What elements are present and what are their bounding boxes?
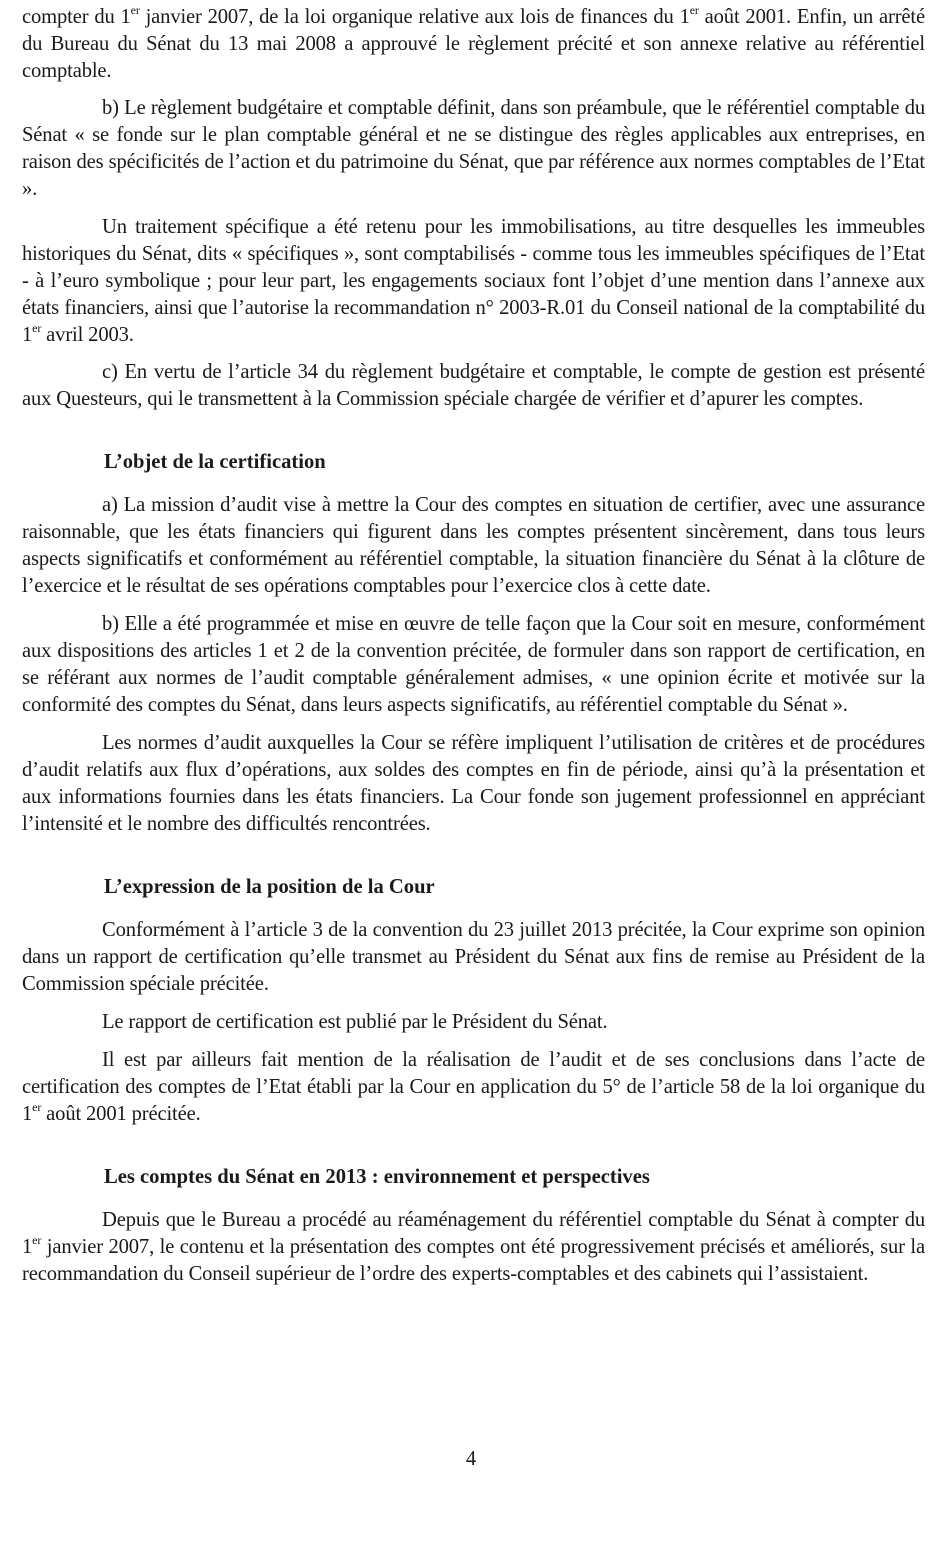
section-heading-comptes: Les comptes du Sénat en 2013 : environnement et perspectives <box>104 1166 650 1188</box>
text-run: Un traitement spécifique a été retenu pour les immobilisations, au titre desquelles les immeubles historiques du Sénat, dits « spécifiques », sont comptabilisés - comme tous les immeubles spécifiques de l’Etat - à l’euro symbolique ; pour leur part, les engagements sociaux font l’objet d’une mention dans l’annexe aux états financiers, ainsi que l’autorise la recommandation n° 2003-R.01 du Conseil national de la comptabilité du 1 <box>22 216 925 346</box>
text-run: août 2001. Enfin, un arrêté du Bureau du Sénat du 13 mai 2008 a approuvé le règlement précité et son annexe relative au référentiel comptable. <box>22 6 925 82</box>
text-run: Depuis que le Bureau a procédé au réaménagement du référentiel comptable du Sénat à compter du 1 <box>22 1209 925 1258</box>
text-run: janvier 2007, le contenu et la présentation des comptes ont été progressivement précisés et améliorés, sur la recommandation du Conseil supérieur de l’ordre des experts-comptables et des cabinets qui l’assistaient. <box>22 1236 925 1285</box>
paragraph-reamenagement <box>22 1207 925 1288</box>
text-run: avril 2003. <box>41 324 134 346</box>
section-heading-expression: L’expression de la position de la Cour <box>104 876 435 898</box>
superscript: er <box>130 3 140 17</box>
superscript: er <box>32 1233 42 1247</box>
section-heading-objet: L’objet de la certification <box>104 451 326 473</box>
text-run: Il est par ailleurs fait mention de la réalisation de l’audit et de ses conclusions dans l’acte de certification des comptes de l’Etat établi par la Cour en application du 5° de l’article 58 de la loi organique du 1 <box>22 1049 925 1125</box>
page-number: 4 <box>465 1448 477 1470</box>
paragraph-programmee: b) Elle a été programmée et mise en œuvre de telle façon que la Cour soit en mesure, conformément aux dispositions des articles 1 et 2 de la convention précitée, de formuler dans son rapport de certification, en se référant aux normes de l’audit comptable généralement admises, « une opinion écrite et motivée sur la conformité des comptes du Sénat, dans leurs aspects significatifs, au référentiel comptable du Sénat ». <box>22 613 925 716</box>
superscript: er <box>32 321 42 335</box>
paragraph-publication: Le rapport de certification est publié par le Président du Sénat. <box>102 1011 608 1033</box>
paragraph-mission: a) La mission d’audit vise à mettre la Cour des comptes en situation de certifier, avec une assurance raisonnable, que les états financiers qui figurent dans les comptes présentent sincèrement, dans tous leurs aspects significatifs et conformément au référentiel comptable, la situation financière du Sénat à la clôture de l’exercice et le résultat de ses opérations comptables pour l’exercice clos à cette date. <box>22 494 925 597</box>
text-run: août 2001 précitée. <box>41 1103 201 1125</box>
superscript: er <box>689 3 699 17</box>
superscript: er <box>32 1100 42 1114</box>
document-page <box>22 4 925 1288</box>
text-run: janvier 2007, de la loi organique relative aux lois de finances du 1 <box>139 6 690 28</box>
paragraph-article-34: c) En vertu de l’article 34 du règlement budgétaire et comptable, le compte de gestion est présenté aux Questeurs, qui le transmettent à la Commission spéciale chargée de vérifier et d’apurer les comptes. <box>22 361 925 410</box>
paragraph-normes: Les normes d’audit auxquelles la Cour se réfère impliquent l’utilisation de critères et de procédures d’audit relatifs aux flux d’opérations, aux soldes des comptes en fin de période, ainsi qu’à la présentation et aux informations fournies dans les états financiers. La Cour fonde son jugement professionnel en appréciant l’intensité et le nombre des difficultés rencontrées. <box>22 732 925 835</box>
paragraph-reglement: b) Le règlement budgétaire et comptable définit, dans son préambule, que le référentiel comptable du Sénat « se fonde sur le plan comptable général et ne se distingue des règles applicables aux entreprises, en raison des spécificités de l’action et du patrimoine du Sénat, que par référence aux normes comptables de l’Etat ». <box>22 97 925 200</box>
paragraph-conformement: Conformément à l’article 3 de la convention du 23 juillet 2013 précitée, la Cour exprime son opinion dans un rapport de certification qu’elle transmet au Président du Sénat aux fins de remise au Président de la Commission spéciale précitée. <box>22 919 925 995</box>
paragraph-continuation <box>22 4 925 85</box>
paragraph-mention <box>22 1047 925 1128</box>
paragraph-traitement <box>22 214 925 349</box>
text-run: compter du 1 <box>22 6 131 28</box>
